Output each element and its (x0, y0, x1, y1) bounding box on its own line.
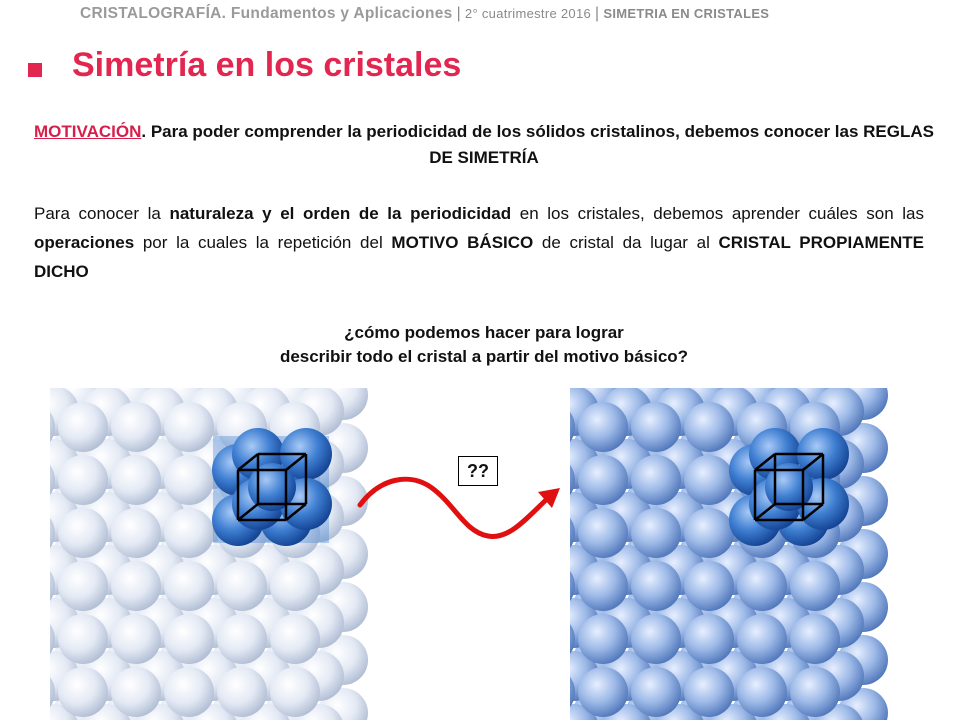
atom-sphere (578, 561, 628, 611)
atom-sphere (58, 561, 108, 611)
atom-sphere (737, 614, 787, 664)
atom-sphere (111, 561, 161, 611)
highlighted-cell (729, 428, 849, 546)
header-text (80, 5, 769, 23)
atom-sphere (5, 667, 55, 717)
atom-sphere (58, 508, 108, 558)
atom-sphere (164, 455, 214, 505)
para-bold-2: operaciones (34, 233, 135, 252)
atom-sphere (164, 561, 214, 611)
atom-sphere (111, 455, 161, 505)
atom-sphere (5, 402, 55, 452)
crystal-illustration (0, 385, 960, 720)
atom-sphere (631, 402, 681, 452)
para-bold-3: MOTIVO BÁSICO (391, 233, 534, 252)
atom-sphere (631, 561, 681, 611)
motivation-text: . Para poder comprender la periodicidad de los sólidos cristalinos, debemos conocer las REGLAS DE SIMETRÍA (141, 122, 934, 167)
atom-sphere (58, 402, 108, 452)
slide-header (0, 0, 960, 30)
atom-sphere (111, 667, 161, 717)
question-text (34, 321, 934, 369)
atom-sphere (737, 667, 787, 717)
atom-sphere (578, 508, 628, 558)
atom-sphere (578, 455, 628, 505)
atom-sphere (525, 402, 575, 452)
atom-sphere (684, 402, 734, 452)
question-line-1: ¿cómo podemos hacer para lograr (344, 323, 624, 342)
atom-sphere (58, 614, 108, 664)
atom-sphere (5, 561, 55, 611)
atom-sphere (111, 508, 161, 558)
atom-sphere (217, 561, 267, 611)
atom-sphere (164, 667, 214, 717)
motivation-label: MOTIVACIÓN (34, 122, 142, 141)
atom-sphere (578, 667, 628, 717)
atom-sphere (790, 561, 840, 611)
atom-sphere (164, 508, 214, 558)
atom-sphere (684, 455, 734, 505)
atom-sphere (58, 455, 108, 505)
atom-sphere (631, 508, 681, 558)
atom-sphere (578, 402, 628, 452)
basic-motif (212, 428, 332, 546)
question-marks-box: ?? (458, 456, 498, 486)
para-text-4: de cristal da lugar al (533, 233, 719, 252)
header-separator-1: | (456, 5, 461, 22)
atom-sphere (578, 614, 628, 664)
header-separator-2: | (595, 5, 600, 22)
motivation-paragraph (34, 119, 934, 171)
para-text-2: en los cristales, debemos aprender cuáles son las (511, 204, 924, 223)
atom-sphere (684, 614, 734, 664)
body-paragraph (34, 199, 924, 286)
atom-sphere (684, 667, 734, 717)
atom-sphere (270, 561, 320, 611)
header-topic: SIMETRIA EN CRISTALES (603, 6, 770, 21)
atom-sphere (790, 667, 840, 717)
atom-sphere (270, 614, 320, 664)
atom-sphere (58, 667, 108, 717)
question-line-2: describir todo el cristal a partir del motivo básico? (279, 347, 689, 366)
atom-sphere (5, 455, 55, 505)
title-bullet (28, 63, 42, 77)
atom-sphere (111, 402, 161, 452)
header-course: CRISTALOGRAFÍA. Fundamentos y Aplicaciones (80, 5, 453, 22)
para-bold-1: naturaleza y el orden de la periodicidad (169, 204, 512, 223)
atom-sphere (790, 614, 840, 664)
atom-sphere (525, 667, 575, 717)
atom-sphere (684, 561, 734, 611)
para-text-3: por la cuales la repetición del (134, 233, 392, 252)
para-bold-4: CRISTAL PROPIAMENTE DICHO (34, 233, 924, 281)
atom-sphere (684, 508, 734, 558)
atom-sphere (631, 614, 681, 664)
header-term: 2° cuatrimestre 2016 (464, 6, 592, 21)
atom-sphere (270, 667, 320, 717)
atom-sphere (5, 614, 55, 664)
atom-sphere (631, 455, 681, 505)
atom-sphere (5, 508, 55, 558)
atom-sphere (164, 614, 214, 664)
atom-sphere (164, 402, 214, 452)
atom-sphere (217, 614, 267, 664)
para-text-1: Para conocer la (34, 204, 170, 223)
atom-sphere (525, 561, 575, 611)
atom-sphere (111, 614, 161, 664)
atom-sphere (525, 614, 575, 664)
atom-sphere (737, 561, 787, 611)
atom-sphere (631, 667, 681, 717)
transformation-arrow (360, 479, 548, 536)
atom-sphere (217, 667, 267, 717)
slide-title: Simetría en los cristales (72, 46, 462, 84)
